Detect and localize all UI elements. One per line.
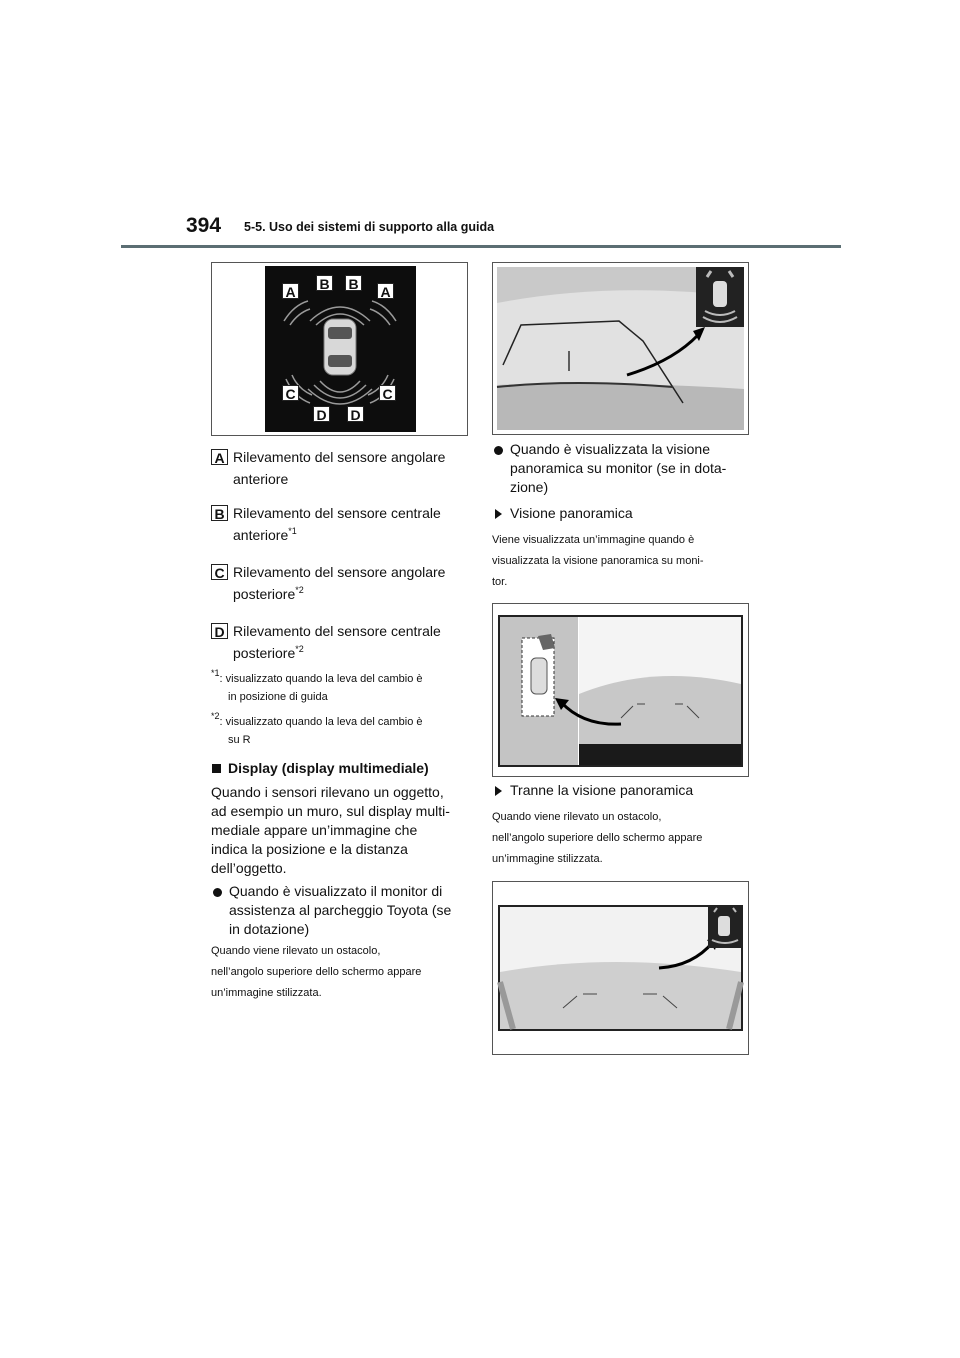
legend-d-line1: Rilevamento del sensore centrale	[233, 623, 441, 639]
legend-b-line1: Rilevamento del sensore centrale	[233, 505, 441, 521]
label-c-right: C	[379, 385, 396, 401]
page-number: 394	[186, 214, 222, 237]
except-text-line: nell’angolo superiore dello schermo appare	[492, 832, 703, 844]
legend-c-footnote-mark: *2	[295, 585, 304, 595]
label-b-left: B	[316, 275, 333, 291]
bullet-panoramic	[510, 440, 760, 497]
footnote-2	[211, 713, 471, 749]
footnote-1-line2: in posizione di guida	[228, 691, 328, 703]
toyota-text-line: un’immagine stilizzata.	[211, 987, 322, 999]
bullet-toyota-line: assistenza al parcheggio Toyota (se	[229, 902, 452, 918]
display-heading: Display (display multimediale)	[228, 760, 429, 776]
legend-b-line2: anteriore	[233, 527, 289, 543]
label-c-left: C	[282, 385, 299, 401]
panoramic-text-line: visualizzata la visione panoramica su moni-	[492, 555, 704, 567]
legend-item-b	[211, 502, 471, 550]
footnote-2-line1: : visualizzato quando la leva del cambio è	[219, 716, 423, 728]
toyota-text	[211, 941, 481, 1004]
legend-d-footnote-mark: *2	[295, 644, 304, 654]
legend-c-line2: posteriore	[233, 586, 296, 602]
legend-tag-c: C	[211, 564, 228, 580]
legend-a-line2: anteriore	[233, 471, 289, 487]
bullet-toyota-line: in dotazione)	[229, 921, 310, 937]
except-text	[492, 807, 762, 870]
triangle-bullet-icon	[495, 509, 502, 519]
display-body-line: mediale appare un’immagine che	[211, 822, 418, 838]
sub-panoramic: Visione panoramica	[510, 505, 633, 521]
camera-screen-illustration	[493, 263, 748, 434]
toyota-text-line: Quando viene rilevato un ostacolo,	[211, 945, 381, 957]
bullet-panoramic-line: zione)	[510, 479, 549, 495]
footnote-2-line2: su R	[228, 734, 251, 746]
label-d-right: D	[347, 406, 364, 422]
label-a-right: A	[377, 283, 394, 299]
bullet-panoramic-line: panoramica su monitor (se in dota-	[510, 460, 727, 476]
bullet-panoramic-line: Quando è visualizzata la visione	[510, 441, 711, 457]
triangle-bullet-icon	[495, 786, 502, 796]
legend-item-a	[211, 446, 471, 492]
legend-a-line1: Rilevamento del sensore angolare	[233, 449, 446, 465]
except-text-line: un’immagine stilizzata.	[492, 853, 603, 865]
camera-screen-figure	[492, 262, 749, 435]
except-text-line: Quando viene rilevato un ostacolo,	[492, 811, 662, 823]
legend-item-d	[211, 620, 471, 668]
bullet-toyota-line: Quando è visualizzato il monitor di	[229, 883, 443, 899]
display-body-line: ad esempio un muro, sul display multi-	[211, 803, 450, 819]
label-d-left: D	[313, 406, 330, 422]
bullet-toyota	[229, 882, 479, 939]
footnote-1	[211, 670, 471, 706]
section-title: 5-5. Uso dei sistemi di supporto alla guida	[244, 220, 495, 234]
legend-item-c	[211, 561, 471, 609]
panoramic-view-illustration	[493, 604, 748, 776]
rear-view-illustration	[493, 882, 748, 1054]
bullet-dot-icon	[213, 888, 222, 897]
legend-tag-a: A	[211, 449, 228, 465]
legend-b-footnote-mark: *1	[288, 526, 297, 536]
label-a-left: A	[282, 283, 299, 299]
bullet-dot-icon	[494, 446, 503, 455]
panoramic-text	[492, 530, 762, 593]
rear-view-figure	[492, 881, 749, 1055]
legend-c-line1: Rilevamento del sensore angolare	[233, 564, 446, 580]
label-b-right: B	[345, 275, 362, 291]
toyota-text-line: nell’angolo superiore dello schermo appare	[211, 966, 422, 978]
sensor-diagram-figure	[211, 262, 468, 436]
square-bullet-icon	[212, 764, 221, 773]
display-body-line: Quando i sensori rilevano un oggetto,	[211, 784, 444, 800]
panoramic-view-figure	[492, 603, 749, 777]
display-body-line: dell’oggetto.	[211, 860, 287, 876]
header-rule	[121, 245, 841, 248]
legend-tag-d: D	[211, 623, 228, 639]
footnote-2-mark: *2	[211, 711, 220, 721]
footnote-1-mark: *1	[211, 668, 220, 678]
sub-except: Tranne la visione panoramica	[510, 782, 694, 798]
display-body-line: indica la posizione e la distanza	[211, 841, 408, 857]
panoramic-text-line: Viene visualizzata un’immagine quando è	[492, 534, 695, 546]
legend-tag-b: B	[211, 505, 228, 521]
sensor-diagram	[212, 263, 467, 435]
legend-d-line2: posteriore	[233, 645, 296, 661]
panoramic-text-line: tor.	[492, 576, 508, 588]
display-body	[211, 783, 476, 878]
footnote-1-line1: : visualizzato quando la leva del cambio è	[219, 673, 423, 685]
